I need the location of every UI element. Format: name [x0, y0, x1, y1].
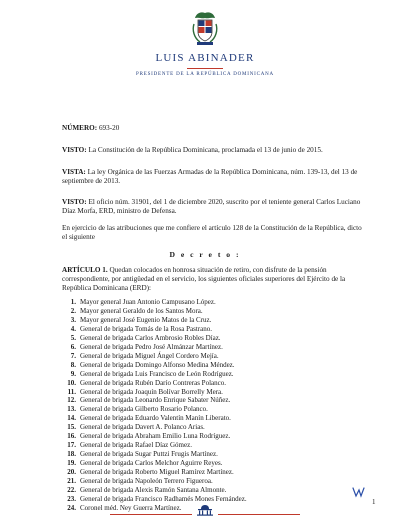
vista-label: VISTA: — [62, 168, 86, 176]
officer-list — [62, 298, 362, 513]
articulo-1 — [62, 266, 362, 293]
list-item-number: 5. — [70, 333, 76, 342]
list-item-name: General de brigada Rafael Díaz Gómez. — [80, 441, 192, 450]
coat-of-arms-icon — [190, 10, 220, 46]
visto-label: VISTO: — [62, 146, 87, 154]
list-item-name: General de brigada Gilberto Rosario Polanco. — [80, 405, 208, 414]
list-item-number: 22. — [67, 486, 76, 495]
list-item-name: Coronel méd. Ney Guerra Martínez. — [80, 503, 182, 512]
list-item-name: Mayor general José Eugenio Matos de la Cruz. — [80, 315, 212, 324]
list-item-number: 23. — [67, 494, 76, 503]
numero-line — [62, 124, 362, 133]
list-item — [62, 405, 362, 414]
list-item-number: 19. — [67, 459, 76, 468]
list-item-number: 14. — [67, 414, 76, 423]
decreto-heading: D e c r e t o : — [169, 250, 241, 259]
list-item — [62, 316, 362, 325]
list-item-number: 11. — [67, 387, 76, 396]
list-item-name: General de brigada Leonardo Enrique Sabater Núñez. — [80, 396, 231, 405]
list-item — [62, 459, 362, 468]
ejercicio-paragraph: En ejercicio de las atribuciones que me confiere el artículo 128 de la Constitución de la República, dicto el siguiente — [62, 224, 362, 241]
handwritten-initials-icon — [352, 486, 366, 498]
list-item — [62, 307, 362, 316]
vista-ley-organica — [62, 168, 362, 186]
numero-value: 693-20 — [98, 124, 120, 132]
articulo-text: Quedan colocados en honrosa situación de retiro, con disfrute de la pensión correspondiente, por antigüedad en el servicio, los siguientes oficiales superiores del Ejército de la República Dominicana (ERD): — [62, 266, 346, 292]
list-item — [62, 423, 362, 432]
list-item-number: 9. — [70, 369, 76, 378]
list-item — [62, 477, 362, 486]
list-item — [62, 432, 362, 441]
list-item-name: General de brigada Napoleón Terrero Figueroa. — [80, 477, 213, 486]
list-item-name: General de brigada Luis Francisco de León Rodríguez. — [80, 369, 234, 378]
list-item-name: General de brigada Pedro José Almánzar Martínez. — [80, 342, 223, 351]
list-item-number: 4. — [70, 324, 76, 333]
list-item — [62, 298, 362, 307]
list-item-name: General de brigada Alexis Ramón Santana Almonte. — [80, 486, 227, 495]
list-item-number: 16. — [67, 432, 76, 441]
list-item-number: 18. — [67, 450, 76, 459]
list-item-name: General de brigada Carlos Ambrosio Robles Díaz. — [80, 333, 221, 342]
footer-rule-left — [110, 514, 192, 515]
palace-icon — [196, 504, 214, 516]
list-item-number: 1. — [70, 298, 76, 306]
list-item-number: 20. — [67, 468, 76, 477]
list-item-name: General de brigada Abraham Emilio Luna Rodríguez. — [80, 432, 231, 441]
list-item — [62, 468, 362, 477]
list-item-number: 12. — [67, 396, 76, 405]
list-item-number: 15. — [67, 423, 76, 432]
list-item-number: 13. — [67, 405, 76, 414]
list-item-name: General de brigada Roberto Miguel Ramírez Martínez. — [80, 468, 234, 477]
list-item — [62, 495, 362, 504]
list-item-name: Mayor general Juan Antonio Campusano López. — [80, 298, 216, 306]
list-item-name: General de brigada Domingo Alfonso Medina Méndez. — [80, 360, 235, 369]
list-item-name: General de brigada Tomás de la Rosa Pastrano. — [80, 324, 212, 333]
list-item — [62, 441, 362, 450]
list-item — [62, 486, 362, 495]
list-item — [62, 414, 362, 423]
visto-oficio-text: El oficio núm. 31901, del 1 de diciembre 2020, suscrito por el teniente general Carlos Luciano Díaz Morfa, ERD, ministro de Defensa. — [62, 198, 361, 215]
list-item — [62, 379, 362, 388]
articulo-label: ARTÍCULO 1. — [62, 266, 108, 274]
footer-rule-right — [218, 514, 300, 515]
visto-constitution — [62, 146, 362, 155]
header-subtitle: PRESIDENTE DE LA REPÚBLICA DOMINICANA — [136, 72, 274, 77]
list-item-name: General de brigada Davert A. Polanco Arias. — [80, 423, 205, 432]
vista-text: La ley Orgánica de las Fuerzas Armadas de la República Dominicana, núm. 139-13, del 13 de septiembre de 2013. — [62, 168, 358, 185]
list-item — [62, 352, 362, 361]
visto-oficio — [62, 198, 362, 216]
list-item — [62, 343, 362, 352]
visto-text: La Constitución de la República Dominicana, proclamada el 13 de junio de 2015. — [88, 146, 323, 154]
list-item-number: 21. — [67, 477, 76, 486]
list-item-number: 2. — [70, 306, 76, 315]
list-item — [62, 396, 362, 405]
list-item — [62, 388, 362, 397]
list-item — [62, 450, 362, 459]
list-item — [62, 361, 362, 370]
list-item-number: 7. — [70, 351, 76, 360]
list-item-number: 10. — [67, 378, 76, 387]
list-item-name: General de brigada Francisco Radhamés Mones Fernández. — [80, 494, 247, 503]
list-item-name: Mayor general Geraldo de los Santos Mora. — [80, 306, 203, 315]
page-number: 1 — [372, 498, 376, 506]
list-item — [62, 325, 362, 334]
list-item-name: General de brigada Joaquín Bolívar Borrelly Mera. — [80, 387, 223, 396]
list-item-number: 8. — [70, 360, 76, 369]
list-item-number: 17. — [67, 441, 76, 450]
list-item-number: 3. — [70, 315, 76, 324]
list-item-name: General de brigada Eduardo Valentín Manín Liberato. — [80, 414, 231, 423]
visto-oficio-label: VISTO: — [62, 198, 87, 206]
list-item-number: 6. — [70, 342, 76, 351]
list-item-name: General de brigada Sugar Puttzi Frugis Martínez. — [80, 450, 218, 459]
list-item-name: General de brigada Miguel Ángel Cordero Mejía. — [80, 351, 219, 360]
list-item — [62, 370, 362, 379]
header-divider — [187, 68, 223, 69]
list-item-number: 24. — [67, 503, 76, 512]
list-item-name: General de brigada Carlos Melchor Aguirre Reyes. — [80, 459, 223, 468]
list-item — [62, 334, 362, 343]
list-item-name: General de brigada Rubén Darío Contreras Polanco. — [80, 378, 226, 387]
header-name: LUIS ABINADER — [155, 52, 255, 64]
numero-label: NÚMERO: — [62, 124, 98, 132]
